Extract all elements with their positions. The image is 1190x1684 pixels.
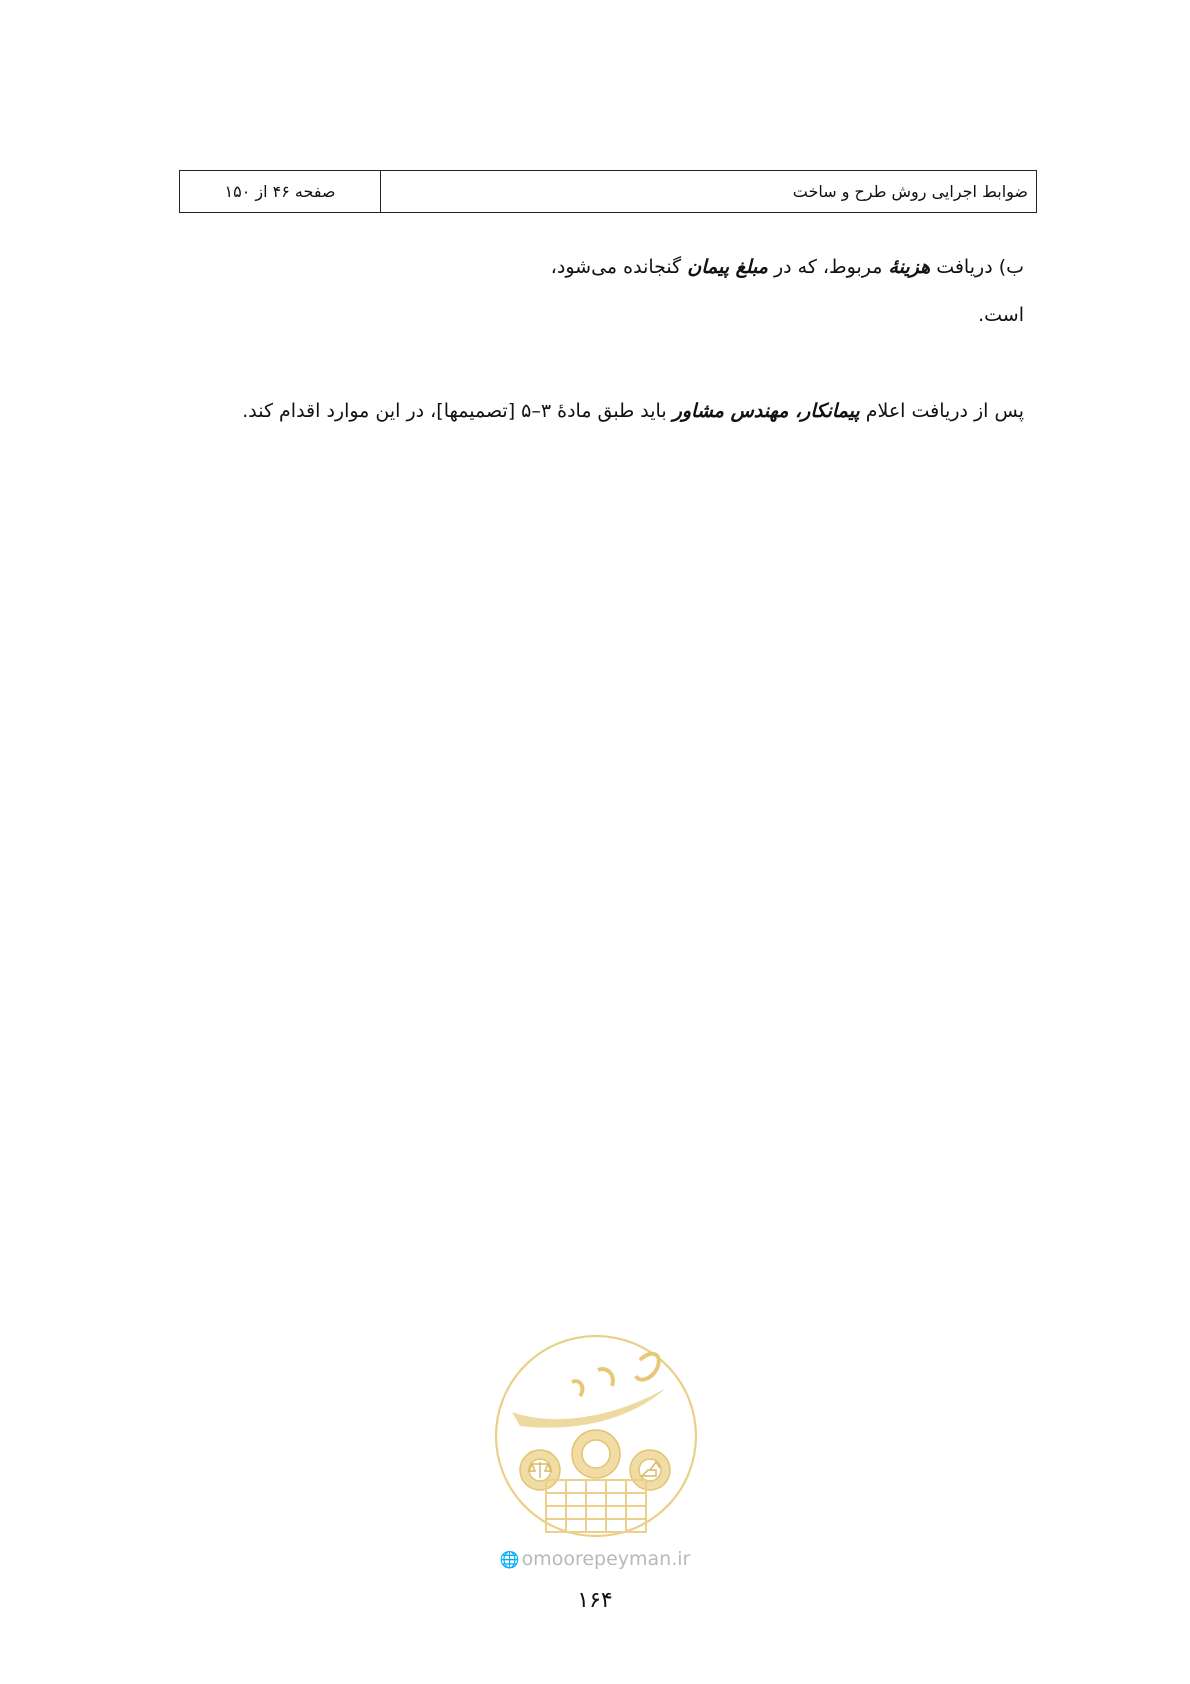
paragraph-b [551, 253, 1024, 281]
logo-calligraphy-stroke [636, 1354, 659, 1380]
header-page-info: صفحه ۴۶ از ۱۵۰ [180, 171, 381, 212]
watermark-logo [490, 1330, 702, 1542]
page-header-table [179, 170, 1037, 213]
paragraph-after-prefix: پس از دریافت اعلام [859, 400, 1024, 422]
paragraph-b-prefix: ب) دریافت [930, 256, 1024, 278]
term-contractor-consultant: پیمانکار، مهندس مشاور [672, 400, 860, 422]
logo-calligraphy-stroke-3 [572, 1381, 582, 1396]
paragraph-continuation: است. [978, 304, 1024, 326]
paragraph-b-suffix: گنجانده می‌شود، [550, 256, 688, 278]
paragraph-after-notice [242, 397, 1024, 425]
paragraph-after-suffix: باید طبق مادهٔ ۳–۵ [تصمیمها]، در این موارد اقدام کند. [242, 400, 673, 422]
globe-icon: 🌐 [499, 1550, 520, 1569]
logo-calligraphy-stroke-2 [598, 1369, 613, 1386]
paragraph-b-middle: مربوط، که در [767, 256, 889, 278]
footer-page-number: ۱۶۴ [577, 1588, 613, 1613]
watermark-site-url [0, 1548, 1190, 1570]
watermark-site-text: omoorepeyman.ir [521, 1548, 691, 1570]
term-contract-amount: مبلغ پیمان [687, 256, 768, 278]
logo-calligraphy-swash [512, 1388, 666, 1428]
header-document-title: ضوابط اجرایی روش طرح و ساخت [792, 182, 1028, 201]
term-cost: هزینهٔ [888, 256, 931, 278]
